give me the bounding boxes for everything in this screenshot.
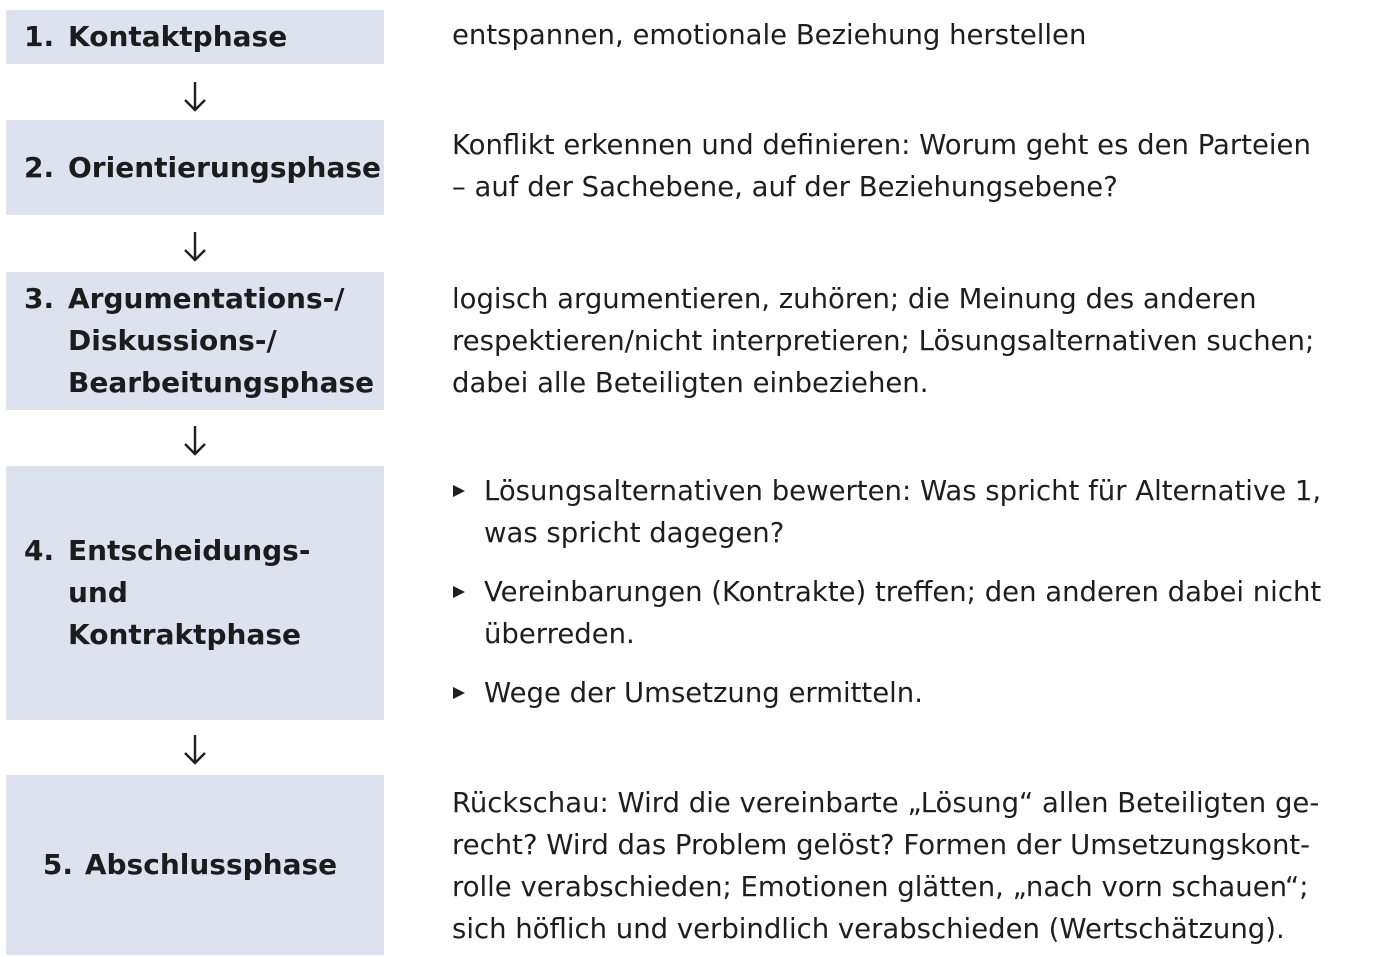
phase-description-3: logisch argumentieren, zuhören; die Meinung des anderen respektieren/nicht interpretieren; Lösungsalternativen suchen; dabei alle Beteiligten einbeziehen. (452, 283, 1315, 399)
list-item (452, 470, 1392, 554)
phase-box-1 (6, 10, 384, 64)
phase-box-4 (6, 466, 384, 720)
down-arrow-icon (180, 424, 210, 458)
triangle-bullet-icon (452, 571, 484, 655)
bullet-text: Vereinbarungen (Kontrakte) treffen; den anderen dabei nicht überreden. (484, 576, 1322, 650)
phase-description-2: Konflikt erkennen und definieren: Worum geht es den Parteien – auf der Sachebene, auf der Beziehungsebene? (452, 129, 1311, 203)
phase-number: 2. (24, 150, 55, 184)
phase-label-2 (24, 147, 381, 189)
phase-title: Orientierungsphase (68, 150, 382, 184)
phase-title: Kontaktphase (68, 20, 288, 53)
list-item (452, 672, 1392, 714)
phase-number: 3. (24, 282, 55, 315)
phase-label-1 (24, 16, 287, 58)
down-arrow-icon (180, 80, 210, 114)
phase-box-5 (6, 775, 384, 955)
phase-description-1: entspannen, emotionale Beziehung herstellen (452, 19, 1087, 51)
phase-title: Abschlussphase (84, 848, 338, 881)
phase-number: 4. (24, 534, 55, 567)
list-item (452, 571, 1392, 655)
phase-number: 5. (42, 848, 73, 881)
down-arrow-icon (180, 230, 210, 264)
triangle-bullet-icon (452, 672, 484, 714)
bullet-text: Lösungsalternativen bewerten: Was spricht für Alternative 1, was spricht dagegen? (484, 475, 1322, 549)
phase-number: 1. (24, 20, 55, 53)
bullet-text: Wege der Umsetzung ermitteln. (484, 677, 923, 709)
phase-box-3 (6, 272, 384, 410)
phase-box-2 (6, 120, 384, 215)
phase-label-3 (24, 278, 374, 404)
phase-description-5: Rückschau: Wird die vereinbarte „Lösung“ allen Beteiligten ge- recht? Wird das Problem gelöst? Formen der Umsetzungskont- rolle verabschieden; Emotionen glätten, „nach vorn schauen“; sich höflich und verbindlich verabschieden (Wertschätzung). (452, 787, 1320, 945)
triangle-bullet-icon (452, 470, 484, 554)
phase-bullet-list-4 (452, 470, 1392, 731)
phase-title: Argumentations-/ Diskussions-/ Bearbeitungsphase (68, 282, 375, 399)
phase-label-5 (43, 844, 337, 886)
down-arrow-icon (180, 733, 210, 767)
phase-label-4 (24, 530, 374, 656)
phase-title: Entscheidungs- und Kontraktphase (68, 534, 311, 651)
